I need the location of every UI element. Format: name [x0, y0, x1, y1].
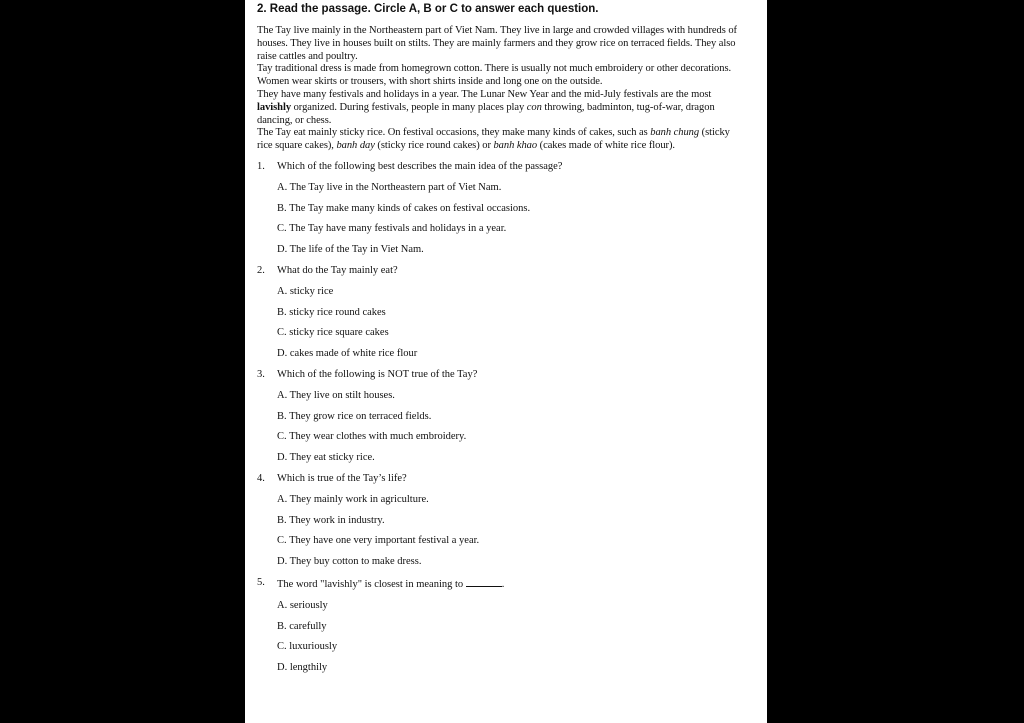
- passage-paragraph-2: Tay traditional dress is made from homegrown cotton. There is usually not much embroidery or other decorations. Women wear skirts or trousers, with short shirts inside and long one on the outside.: [257, 63, 732, 88]
- passage-italic-word: banh chung: [650, 127, 700, 139]
- option-d[interactable]: D. lengthily: [277, 662, 328, 674]
- question-3: [257, 369, 743, 465]
- option-d[interactable]: D. The life of the Tay in Viet Nam.: [277, 244, 424, 256]
- option-b[interactable]: B. They grow rice on terraced fields.: [277, 410, 432, 422]
- option-a[interactable]: A. The Tay live in the Northeastern part of Viet Nam.: [277, 181, 502, 193]
- passage-paragraph-3: [257, 89, 743, 127]
- question-list: [257, 161, 743, 675]
- option-a[interactable]: A. seriously: [277, 599, 328, 611]
- passage-paragraph-4: [257, 127, 743, 153]
- passage-text: (cakes made of white rice flour).: [537, 140, 676, 152]
- option-c[interactable]: C. The Tay have many festivals and holidays in a year.: [277, 223, 507, 235]
- question-number: 3.: [257, 368, 265, 380]
- question-text: [257, 473, 743, 486]
- question-4: [257, 473, 743, 569]
- reading-passage: [257, 25, 743, 153]
- passage-text: organized. During festivals, people in many places play: [291, 101, 527, 113]
- passage-bold-word: lavishly: [257, 101, 292, 113]
- passage-text: The Tay eat mainly sticky rice. On festival occasions, they make many kinds of cakes, such as: [257, 127, 651, 139]
- question-prompt: [277, 577, 504, 592]
- passage-italic-word: banh khao: [493, 140, 538, 152]
- passage-italic-word: banh day: [336, 140, 375, 152]
- passage-italic-word: con: [526, 101, 542, 113]
- answer-blank[interactable]: [466, 577, 502, 587]
- option-d[interactable]: D. They buy cotton to make dress.: [277, 556, 422, 568]
- question-number: 1.: [257, 160, 265, 172]
- question-prompt-end: .: [501, 578, 505, 590]
- option-a[interactable]: A. They mainly work in agriculture.: [277, 493, 429, 505]
- option-a[interactable]: A. sticky rice: [277, 285, 334, 297]
- question-text: [257, 161, 743, 174]
- question-prompt: Which is true of the Tay’s life?: [277, 472, 407, 484]
- option-b[interactable]: B. They work in industry.: [277, 514, 385, 526]
- question-text: [257, 265, 743, 278]
- passage-paragraph-1: The Tay live mainly in the Northeastern part of Viet Nam. They live in large and crowded villages with hundreds of houses. They live in houses built on stilts. They are mainly farmers and they grow rice on terraced fields. They also raise cattles and poultry.: [257, 25, 737, 62]
- question-text: [257, 577, 743, 592]
- question-prompt: What do the Tay mainly eat?: [277, 264, 398, 276]
- question-number: 4.: [257, 472, 265, 484]
- option-b[interactable]: B. sticky rice round cakes: [277, 306, 386, 318]
- question-5: [257, 577, 743, 675]
- passage-text: throwing, badminton, tug-of-war, dragon dancing, or chess.: [257, 101, 715, 126]
- question-1: [257, 161, 743, 257]
- option-a[interactable]: A. They live on stilt houses.: [277, 389, 395, 401]
- option-d[interactable]: D. They eat sticky rice.: [277, 452, 375, 464]
- worksheet-page: [245, 0, 767, 723]
- passage-text: (sticky rice square cakes),: [257, 127, 730, 152]
- passage-text: (sticky rice round cakes) or: [374, 140, 494, 152]
- question-number: 2.: [257, 264, 265, 276]
- question-prompt: Which of the following is NOT true of the Tay?: [277, 368, 478, 380]
- option-c[interactable]: C. They have one very important festival a year.: [277, 535, 480, 547]
- option-d[interactable]: D. cakes made of white rice flour: [277, 348, 418, 360]
- question-number: 5.: [257, 576, 265, 588]
- option-b[interactable]: B. The Tay make many kinds of cakes on festival occasions.: [277, 202, 531, 214]
- question-text: [257, 369, 743, 382]
- question-prompt: Which of the following best describes the main idea of the passage?: [277, 160, 563, 172]
- exercise-heading: 2. Read the passage. Circle A, B or C to answer each question.: [257, 3, 599, 15]
- option-b[interactable]: B. carefully: [277, 620, 327, 632]
- option-c[interactable]: C. They wear clothes with much embroidery.: [277, 431, 467, 443]
- option-c[interactable]: C. sticky rice square cakes: [277, 327, 389, 339]
- question-prompt-text: The word "lavishly" is closest in meaning to: [277, 578, 464, 590]
- question-2: [257, 265, 743, 361]
- passage-text: They have many festivals and holidays in a year. The Lunar New Year and the mid-July festivals are the most: [257, 88, 712, 100]
- option-c[interactable]: C. luxuriously: [277, 641, 338, 653]
